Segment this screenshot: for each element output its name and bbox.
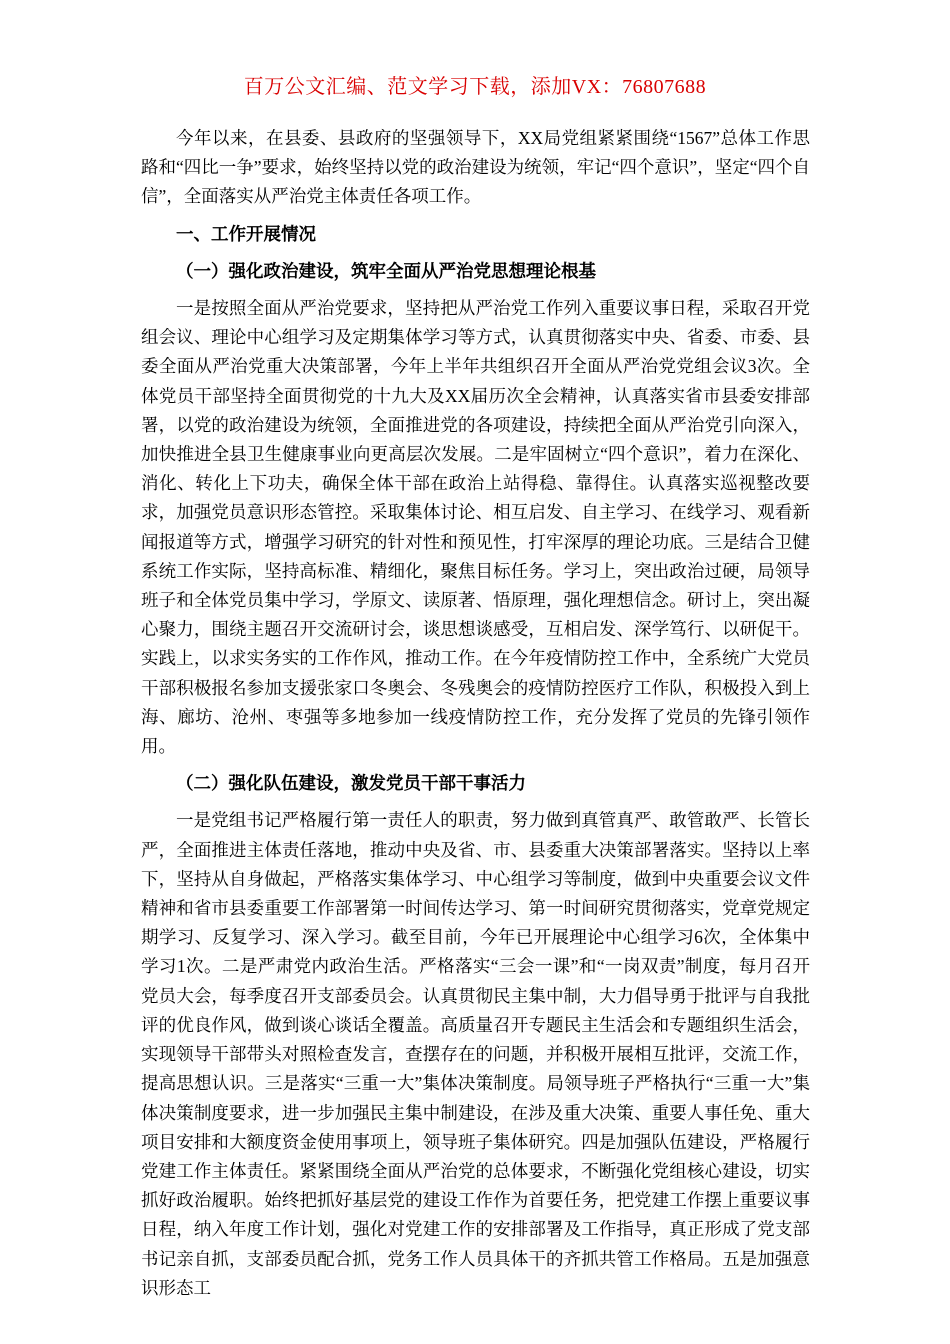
intro-paragraph: 今年以来，在县委、县政府的坚强领导下，XX局党组紧紧围绕“1567”总体工作思路和“四比一争”要求，始终坚持以党的政治建设为统领，牢记“四个意识”，坚定“四个自信”，全面落实从严治党主体责任各项工作。: [141, 128, 810, 207]
body-paragraph-1: 一是按照全面从严治党要求，坚持把从严治党工作列入重要议事日程，采取召开党组会议、理论中心组学习及定期集体学习等方式，认真贯彻落实中央、省委、市委、县委全面从严治党重大决策部署，今年上半年共组织召开全面从严治党党组会议3次。全体党员干部坚持全面贯彻党的十九大及XX届历次全会精神，认真落实省市县委安排部署，以党的政治建设为统领，全面推进党的各项建设，持续把全面从严治党引向深入，加快推进全县卫生健康事业向更高层次发展。二是牢固树立“四个意识”，着力在深化、消化、转化上下功夫，确保全体干部在政治上站得稳、靠得住。认真落实巡视整改要求，加强党员意识形态管控。采取集体讨论、相互启发、自主学习、在线学习、观看新闻报道等方式，增强学习研究的针对性和预见性，打牢深厚的理论功底。三是结合卫健系统工作实际，坚持高标准、精细化，聚焦目标任务。学习上，突出政治过硬，局领导班子和全体党员集中学习，学原文、读原著、悟原理，强化理想信念。研讨上，突出凝心聚力，围绕主题召开交流研讨会，谈思想谈感受，互相启发、深学笃行、以研促干。实践上，以求实务实的工作作风，推动工作。在今年疫情防控工作中，全系统广大党员干部积极报名参加支援张家口冬奥会、冬残奥会的疫情防控医疗工作队，积极投入到上海、廊坊、沧州、枣强等多地参加一线疫情防控工作，充分发挥了党员的先锋引领作用。: [141, 298, 810, 757]
section-heading-1: 一、工作开展情况: [176, 223, 316, 244]
subsection-heading-2: （二）强化队伍建设，激发党员干部干事活力: [176, 773, 526, 794]
subsection-heading-1: （一）强化政治建设，筑牢全面从严治党思想理论根基: [176, 260, 596, 281]
promo-banner-text: 百万公文汇编、范文学习下载，添加VX：76807688: [243, 76, 707, 98]
document-content: [141, 124, 810, 1344]
body-paragraph-2: 一是党组书记严格履行第一责任人的职责，努力做到真管真严、敢管敢严、长管长严，全面推进主体责任落地，推动中央及省、市、县委重大决策部署落实。坚持以上率下，坚持从自身做起，严格落实集体学习、中心组学习等制度，做到中央重要会议文件精神和省市县委重要工作部署第一时间传达学习、第一时间研究贯彻落实，党章党规定期学习、反复学习、深入学习。截至目前，今年已开展理论中心组学习6次，全体集中学习1次。二是严肃党内政治生活。严格落实“三会一课”和“一岗双责”制度，每月召开党员大会，每季度召开支部委员会。认真贯彻民主集中制，大力倡导勇于批评与自我批评的优良作风，做到谈心谈话全覆盖。高质量召开专题民主生活会和专题组织生活会，实现领导干部带头对照检查发言，查摆存在的问题，并积极开展相互批评，交流工作，提高思想认识。三是落实“三重一大”集体决策制度。局领导班子严格执行“三重一大”集体决策制度要求，进一步加强民主集中制建设，在涉及重大决策、重要人事任免、重大项目安排和大额度资金使用事项上，领导班子集体研究。四是加强队伍建设，严格履行党建工作主体责任。紧紧围绕全面从严治党的总体要求，不断强化党组核心建设，切实抓好政治履职。始终把抓好基层党的建设工作作为首要任务，把党建工作摆上重要议事日程，纳入年度工作计划，强化对党建工作的安排部署及工作指导，真正形成了党支部书记亲自抓，支部委员配合抓，党务工作人员具体干的齐抓共管工作格局。五是加强意识形态工: [141, 810, 810, 1298]
